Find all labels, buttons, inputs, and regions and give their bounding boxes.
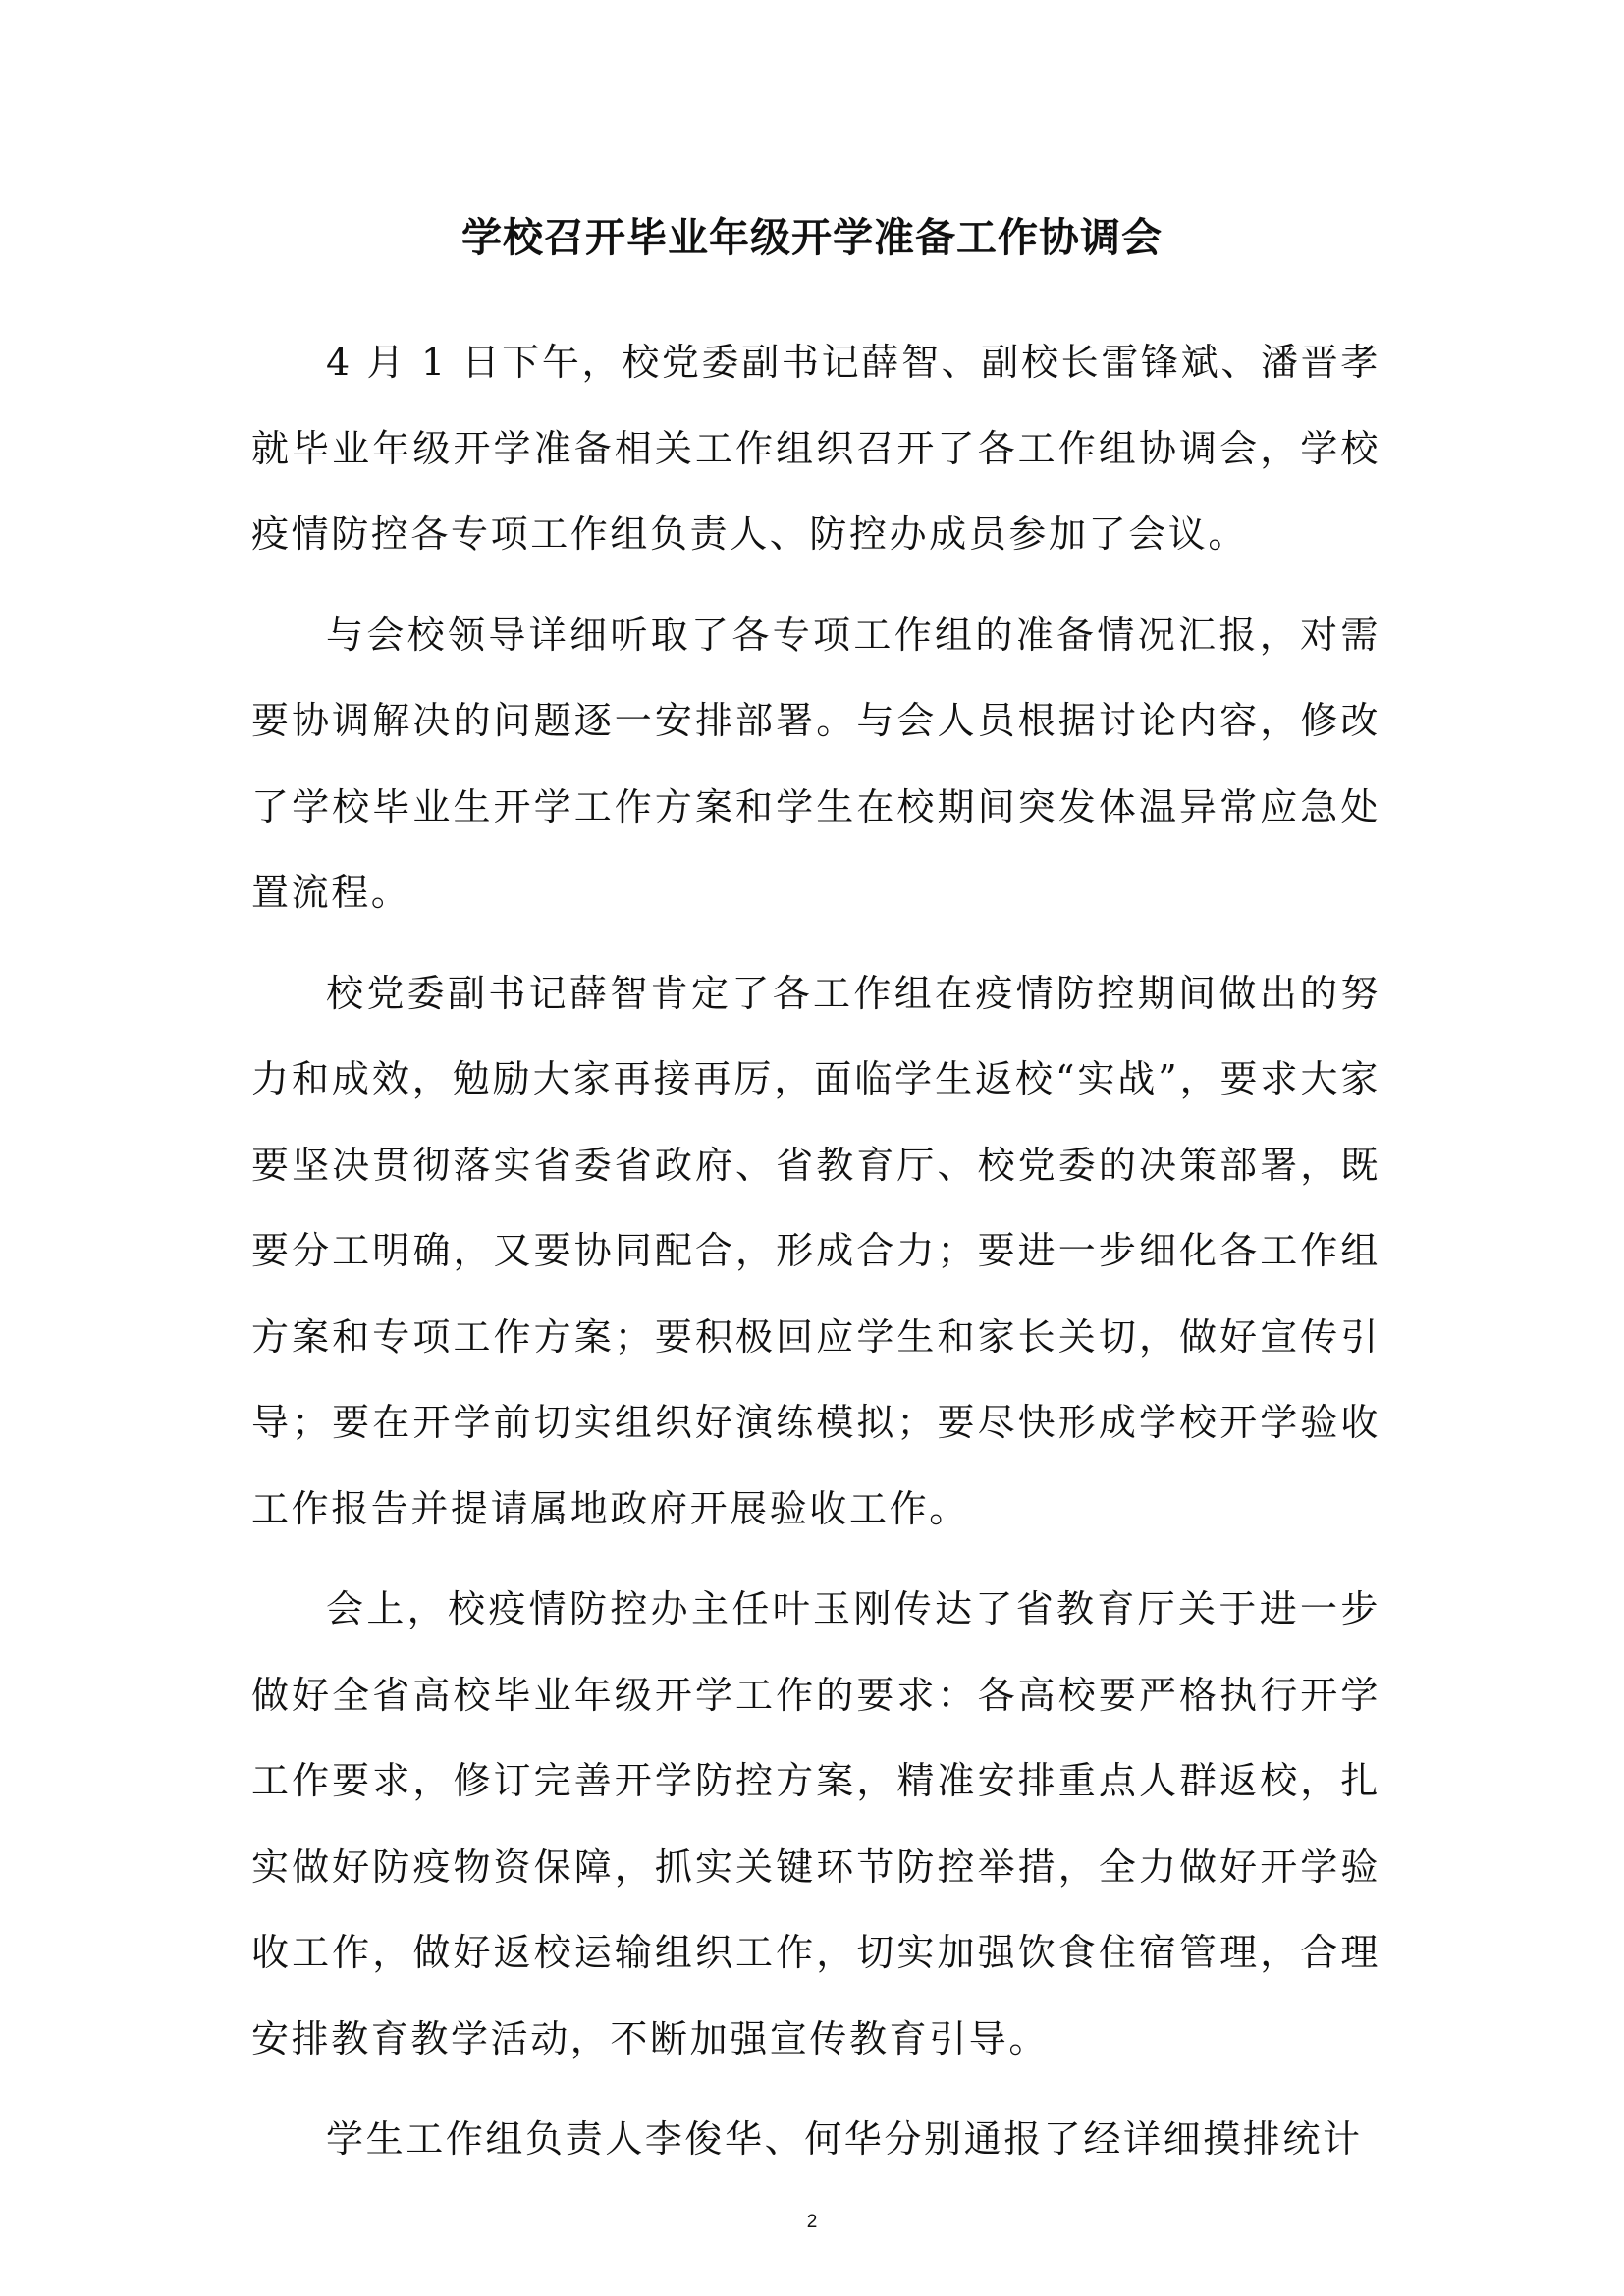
- paragraph-provincial-requirements: 会上，校疫情防控办主任叶玉刚传达了省教育厅关于进一步做好全省高校毕业年级开学工作的要求：各高校要严格执行开学工作要求，修订完善开学防控方案，精准安排重点人群返校，扎实做好防疫物资保障，抓实关键环节防控举措，全力做好开学验收工作，做好返校运输组织工作，切实加强饮食住宿管理，合理安排教育教学活动，不断加强宣传教育引导。: [251, 1587, 1380, 2060]
- paragraph-student-work-report: 学生工作组负责人李俊华、何华分别通报了经详细摸排统计: [326, 2117, 1363, 2161]
- page-number: 2: [806, 2212, 818, 2232]
- document-title: 学校召开毕业年级开学准备工作协调会: [461, 214, 1163, 261]
- document-body: [251, 320, 1380, 2198]
- paragraph-work-reports: 与会校领导详细听取了各专项工作组的准备情况汇报，对需要协调解决的问题逐一安排部署。与会人员根据讨论内容，修改了学校毕业生开学工作方案和学生在校期间突发体温异常应急处置流程。: [251, 613, 1380, 914]
- paragraph-meeting-overview: 4 月 1 日下午，校党委副书记薛智、副校长雷锋斌、潘晋孝就毕业年级开学准备相关工作组织召开了各工作组协调会，学校疫情防控各专项工作组负责人、防控办成员参加了会议。: [251, 341, 1380, 556]
- paragraph-secretary-remarks: 校党委副书记薛智肯定了各工作组在疫情防控期间做出的努力和成效，勉励大家再接再厉，面临学生返校“实战”，要求大家要坚决贯彻落实省委省政府、省教育厅、校党委的决策部署，既要分工明确，又要协同配合，形成合力；要进一步细化各工作组方案和专项工作方案；要积极回应学生和家长关切，做好宣传引导；要在开学前切实组织好演练模拟；要尽快形成学校开学验收工作报告并提请属地政府开展验收工作。: [251, 971, 1380, 1530]
